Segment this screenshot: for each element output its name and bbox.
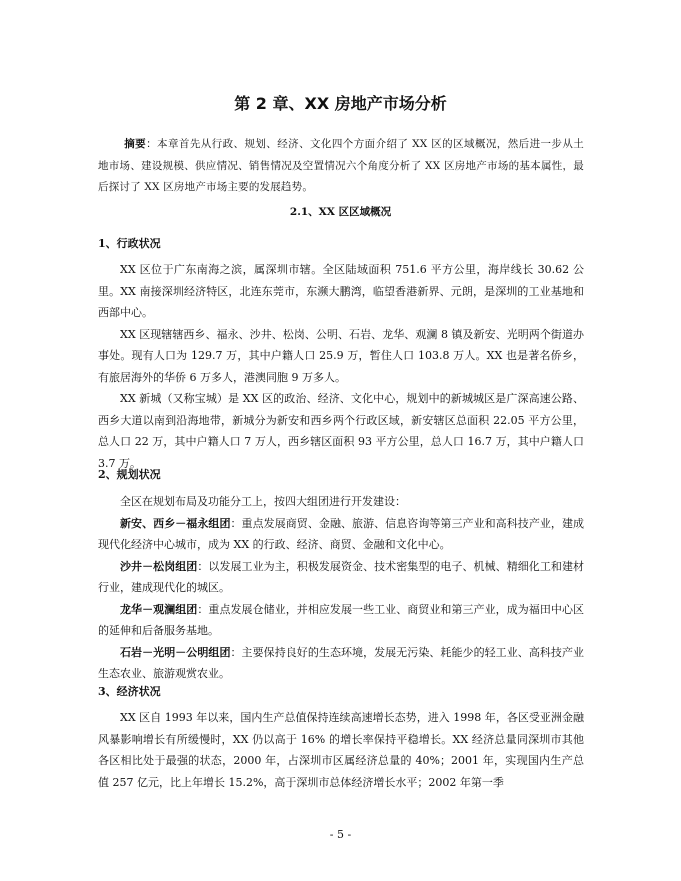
page-number: - 5 -: [329, 828, 352, 841]
group-1-text: ：重点发展商贸、金融、旅游、信息咨询等第三产业和高科技产业，建成现代化经济中心城市，成为 XX 的行政、经济、商贸、金融和文化中心。: [98, 516, 585, 551]
group-4-text: ：主要保持良好的生态环境，发展无污染、耗能少的轻工业、高科技产业生态农业、旅游观赏农业。: [98, 645, 585, 680]
admin-body: [98, 259, 584, 474]
economy-body: [98, 707, 584, 793]
heading-admin: 1、行政状况: [98, 237, 161, 250]
chapter-title: 第 2 章、XX 房地产市场分析: [234, 94, 447, 113]
group-4-name: 石岩－光明－公明组团: [120, 645, 231, 659]
heading-economy: 3、经济状况: [98, 685, 161, 698]
planning-intro: 全区在规划布局及功能分工上，按四大组团进行开发建设：: [120, 495, 406, 508]
section-title: 2.1、XX 区区域概况: [289, 206, 392, 218]
planning-group-3: [98, 599, 584, 642]
planning-group-2: [98, 556, 584, 599]
heading-planning: 2、规划状况: [98, 468, 161, 481]
group-2-text: ：以发展工业为主，积极发展资金、技术密集型的电子、机械、精细化工和建材行业，建成现代化的城区。: [98, 559, 584, 594]
admin-paragraph-3: XX 新城（又称宝城）是 XX 区的政治、经济、文化中心，规划中的新城城区是广深高速公路、西乡大道以南到沿海地带，新城分为新安和西乡两个行政区域，新安辖区总面积 22.05 平方公里，总人口 22 万，其中户籍人口 7 万人，西乡辖区面积 93 平方公里，总人口 16.7 万，其中户籍人口 3.7 万。: [98, 392, 584, 470]
group-2-name: 沙井－松岗组团: [120, 559, 198, 573]
abstract-label: 摘要: [124, 138, 147, 150]
economy-paragraph-1: XX 区自 1993 年以来，国内生产总值保持连续高速增长态势，进入 1998 年，各区受亚洲金融风暴影响增长有所缓慢时，XX 仍以高于 16% 的增长率保持平稳增长。XX 经济总量同深圳市其他各区相比处于最强的状态，2000 年，占深圳市区属经济总量的 40%；2001 年，实现国内生产总值 257 亿元，比上年增长 15.2%，高于深圳市总体经济增长水平；2002 年第一季: [98, 711, 584, 789]
group-1-name: 新安、西乡－福永组团: [120, 516, 231, 530]
planning-group-1: [98, 513, 584, 556]
group-3-name: 龙华－观澜组团: [120, 602, 198, 616]
planning-body: [98, 491, 584, 685]
abstract-text: ：本章首先从行政、规划、经济、文化四个方面介绍了 XX 区的区域概况，然后进一步从土地市场、建设规模、供应情况、销售情况及空置情况六个角度分析了 XX 区房地产市场的基本属性，最后探讨了 XX 区房地产市场主要的发展趋势。: [98, 138, 584, 193]
admin-paragraph-2: XX 区现辖辖西乡、福永、沙井、松岗、公明、石岩、龙华、观澜 8 镇及新安、光明两个街道办事处。现有人口为 129.7 万，其中户籍人口 25.9 万，暂住人口 103.8 万人。XX 也是著名侨乡，有旅居海外的华侨 6 万多人，港澳同胞 9 万多人。: [98, 327, 584, 384]
admin-paragraph-1: XX 区位于广东南海之滨，属深圳市辖。全区陆域面积 751.6 平方公里，海岸线长 30.62 公里。XX 南接深圳经济特区，北连东莞市，东濒大鹏湾，临望香港新界、元朗，是深圳的工业基地和西部中心。: [98, 263, 584, 319]
group-3-text: ：重点发展仓储业，并相应发展一些工业、商贸业和第三产业，成为福田中心区的延伸和后备服务基地。: [98, 602, 584, 637]
planning-group-4: [98, 642, 584, 685]
abstract-paragraph: [98, 134, 584, 199]
